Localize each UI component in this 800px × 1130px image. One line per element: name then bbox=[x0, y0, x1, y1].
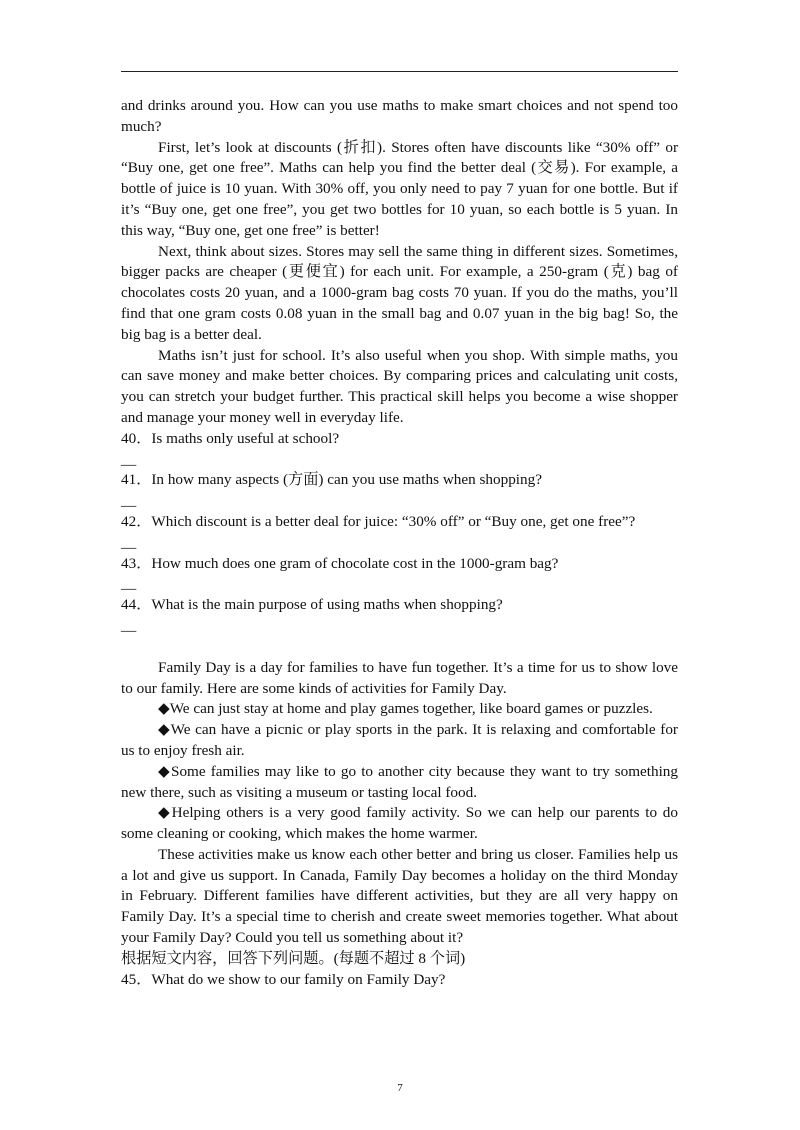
bullet-text: We can have a picnic or play sports in the park. It is relaxing and comfortable for us to enjoy fresh air. bbox=[121, 721, 678, 759]
question-45 bbox=[121, 970, 678, 991]
diamond-bullet-icon: ◆ bbox=[158, 804, 172, 822]
answer-line-44[interactable]: __ bbox=[121, 616, 137, 634]
question-text: What is the main purpose of using maths when shopping? bbox=[151, 596, 503, 614]
question-44 bbox=[121, 595, 678, 616]
instruction: 根据短文内容，回答下列问题。(每题不超过 8 个词) bbox=[121, 949, 466, 967]
answer-line-42[interactable]: __ bbox=[121, 533, 137, 551]
question-40 bbox=[121, 429, 678, 450]
passage2-intro: Family Day is a day for families to have fun together. It’s a time for us to show love to our family. Here are some kinds of activities for Family Day. bbox=[121, 658, 678, 697]
question-text: How much does one gram of chocolate cost in the 1000-gram bag? bbox=[151, 554, 559, 572]
section-gap bbox=[121, 637, 678, 658]
passage2-bullet-1 bbox=[121, 699, 678, 720]
passage2-bullet-2 bbox=[121, 720, 678, 762]
question-number: 44． bbox=[121, 596, 152, 614]
question-number: 41． bbox=[121, 471, 152, 489]
question-text: Is maths only useful at school? bbox=[151, 429, 340, 447]
question-text: In how many aspects (方面) can you use maths when shopping? bbox=[151, 471, 542, 489]
question-42 bbox=[121, 512, 678, 533]
page-number: 7 bbox=[397, 1082, 403, 1094]
passage2-bullet-4 bbox=[121, 803, 678, 845]
diamond-bullet-icon: ◆ bbox=[158, 762, 172, 780]
question-43 bbox=[121, 554, 678, 575]
answer-line-43[interactable]: __ bbox=[121, 575, 137, 593]
answer-line-40[interactable]: __ bbox=[121, 450, 137, 468]
question-number: 40． bbox=[121, 429, 152, 447]
page-content bbox=[121, 96, 678, 990]
question-text: What do we show to our family on Family Day? bbox=[151, 970, 446, 988]
passage2-conclusion: These activities make us know each other better and bring us closer. Families help us a lot and give us support. In Canada, Family Day becomes a holiday on the third Monday in February. Different families have different activities, but they are all very happy on Family Day. It’s a special time to cherish and create sweet memories together. What about your Family Day? Could you tell us something about it? bbox=[121, 845, 678, 947]
question-41 bbox=[121, 470, 678, 491]
header-rule bbox=[121, 71, 678, 72]
question-text: Which discount is a better deal for juice: “30% off” or “Buy one, get one free”? bbox=[151, 512, 636, 530]
passage1-paragraph-1: and drinks around you. How can you use maths to make smart choices and not spend too much? bbox=[121, 97, 678, 135]
answer-line-41[interactable]: __ bbox=[121, 492, 137, 510]
passage2-bullet-3 bbox=[121, 762, 678, 804]
passage1-paragraph-4: Maths isn’t just for school. It’s also useful when you shop. With simple maths, you can save money and make better choices. By comparing prices and calculating unit costs, you can stretch your budget further. This practical skill helps you become a wise shopper and manage your money well in everyday life. bbox=[121, 346, 678, 426]
passage1-paragraph-3: Next, think about sizes. Stores may sell the same thing in different sizes. Sometimes, bigger packs are cheaper (更便宜) for each unit. For example, a 250-gram (克) bag of chocolates costs 20 yuan, and a 1000-gram bag costs 70 yuan. If you do the maths, you’ll find that one gram costs 0.08 yuan in the small bag and 0.07 yuan in the big bag! So, the big bag is a better deal. bbox=[121, 242, 678, 343]
bullet-text: We can just stay at home and play games together, like board games or puzzles. bbox=[169, 700, 653, 718]
question-number: 43． bbox=[121, 554, 152, 572]
diamond-bullet-icon: ◆ bbox=[158, 721, 171, 739]
bullet-text: Helping others is a very good family activity. So we can help our parents to do some cleaning or cooking, which makes the home warmer. bbox=[121, 804, 678, 843]
question-number: 42． bbox=[121, 512, 152, 530]
passage1-paragraph-2: First, let’s look at discounts (折扣). Stores often have discounts like “30% off” or “Buy one, get one free”. Maths can help you find the better deal (交易). For example, a bottle of juice is 10 yuan. With 30% off, you only need to pay 7 yuan for one bottle. But if it’s “Buy one, get one free”, you get two bottles for 10 yuan, so each bottle is 5 yuan. In this way, “Buy one, get one free” is better! bbox=[121, 138, 678, 239]
question-number: 45． bbox=[121, 970, 152, 988]
diamond-bullet-icon: ◆ bbox=[158, 700, 170, 718]
bullet-text: Some families may like to go to another city because they want to try something new there, such as visiting a museum or tasting local food. bbox=[121, 762, 678, 801]
